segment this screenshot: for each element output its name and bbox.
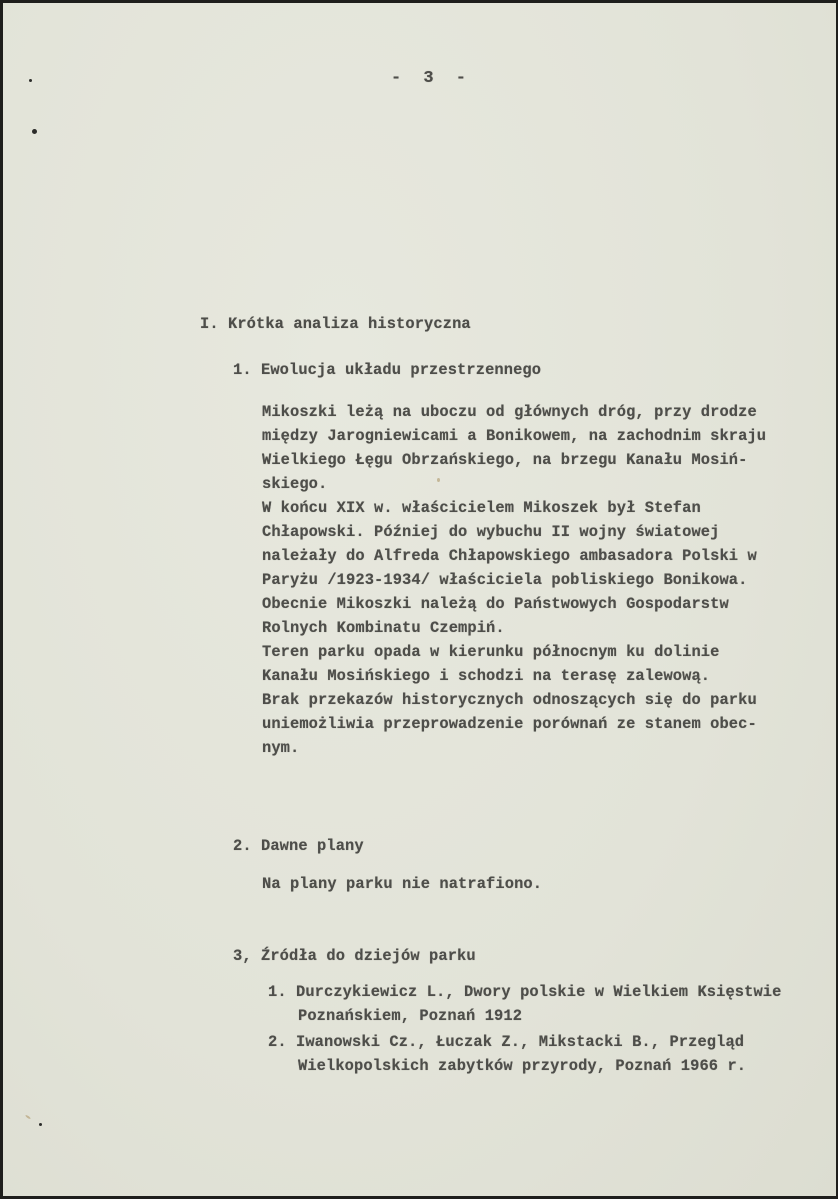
text-line: Kanału Mosińskiego i schodzi na terasę zalewową. [262,667,711,685]
text-line: uniemożliwia przeprowadzenie porównań ze stanem obec- [262,715,757,733]
margin-mark [32,129,37,134]
reference-item-2-line2: Wielkopolskich zabytków przyrody, Poznań 1966 r. [298,1057,747,1075]
text-line: nym. [262,739,300,757]
reference-item-2-line1: 2. Iwanowski Cz., Łuczak Z., Mikstacki B., Przegląd [268,1033,745,1051]
section-heading: I. Krótka analiza historyczna [200,315,471,333]
subsection-heading-1: 1. Ewolucja układu przestrzennego [233,361,542,379]
page-number: - 3 - [391,69,473,88]
text-line: Rolnych Kombinatu Czempiń. [262,619,505,637]
text-line: skiego. [262,475,328,493]
text-line: Paryżu /1923-1934/ właściciela pobliskiego Bonikowa. [262,571,748,589]
text-line: Obecnie Mikoszki należą do Państwowych Gospodarstw [262,595,729,613]
text-line: Wielkiego Łęgu Obrzańskiego, na brzegu Kanału Mosiń- [262,451,748,469]
text-line: W końcu XIX w. właścicielem Mikoszek był Stefan [262,499,701,517]
typewritten-page [3,3,836,1196]
reference-item-1-line2: Poznańskiem, Poznań 1912 [298,1007,523,1025]
subsection-heading-3: 3, Źródła do dziejów parku [233,947,476,965]
margin-mark [39,1123,42,1126]
text-line: Chłapowski. Później do wybuchu II wojny światowej [262,523,720,541]
text-line: Mikoszki leżą na uboczu od głównych dróg, przy drodze [262,403,757,421]
stain-mark [437,478,440,482]
text-line: między Jarogniewicami a Bonikowem, na zachodnim skraju [262,427,767,445]
stain-mark [25,1114,31,1119]
margin-mark [29,79,32,82]
text-line: Teren parku opada w kierunku północnym ku dolinie [262,643,720,661]
subsection-heading-2: 2. Dawne plany [233,837,364,855]
text-line: Brak przekazów historycznych odnoszących się do parku [262,691,757,709]
reference-item-1-line1: 1. Durczykiewicz L., Dwory polskie w Wielkiem Księstwie [268,983,782,1001]
text-line: Na plany parku nie natrafiono. [262,875,543,893]
text-line: należały do Alfreda Chłapowskiego ambasadora Polski w [262,547,757,565]
